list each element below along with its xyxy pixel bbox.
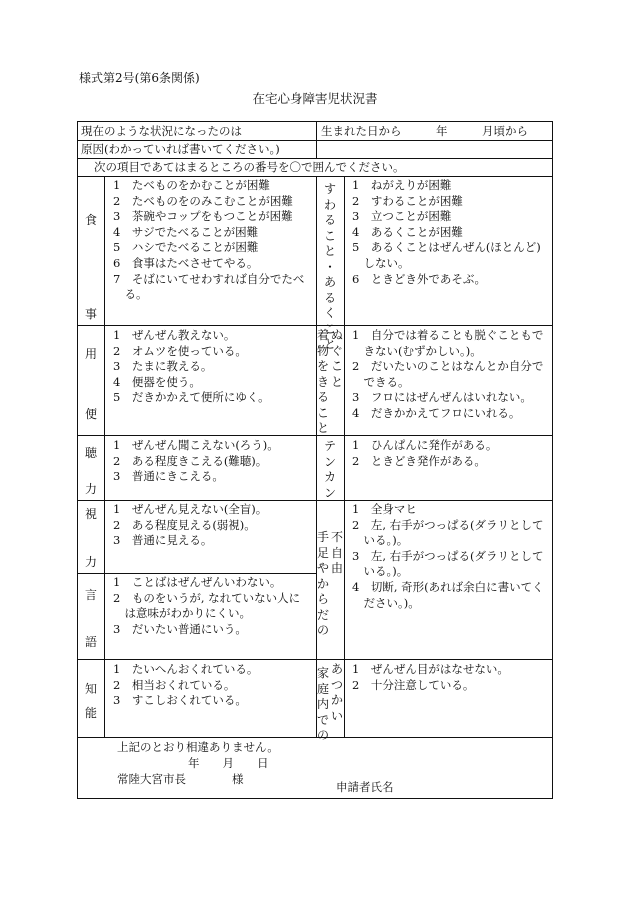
list-item: 6 食事はたべさせてやる。 [113,255,259,270]
list-item: る。 [113,287,148,302]
eating-label-1: 食 [85,213,98,227]
label-char: 物 [317,343,330,358]
label-char: テ [324,439,337,453]
label-char: と [324,337,337,351]
sitting-walking-label [324,182,336,353]
limbs-label-col1 [331,530,343,577]
list-item: 2 だいたいのことはなんとか自分で [352,359,544,374]
list-item: 4 切断, 奇形(あれば余白に書いてく [352,579,544,594]
tenkan-items [352,438,497,469]
list-item: 1 たいへんおくれている。 [113,662,259,676]
label-char: く [324,306,337,320]
list-item: 4 だきかかえてフロにいれる。 [352,405,521,420]
toilet-label-1: 用 [85,347,98,361]
label-char: き [317,374,330,389]
label-char: 自 [331,545,344,560]
intellect-label-2: 能 [85,706,98,720]
list-item: 5 ハシでたべることが困難 [113,240,259,255]
label-char: と [331,374,344,389]
list-item: 1 ぜんぜん目がはなせない。 [352,662,509,676]
list-item: 6 ときどき外であそぶ。 [352,271,487,286]
handling-label-col2 [317,666,329,744]
label-char: と [324,244,337,258]
list-item: 7 そばにいてせわすれば自分でたべ [113,271,305,286]
toilet-label-2: 便 [85,407,98,421]
list-item: 1 ぜんぜん教えない。 [113,328,236,342]
label-char: 庭 [317,681,330,696]
hearing-items [113,438,279,485]
label-char: で [317,712,330,727]
eating-items [113,178,304,303]
label-char: 由 [331,561,344,575]
list-item: 2 左, 右手がつっぱる(ダラリとして [352,517,544,532]
speech-label-1: 言 [85,588,98,602]
label-char: の [317,623,330,637]
dressing-items [352,328,543,422]
list-item: 5 あるくことはぜんぜん(ほとんど) [352,240,541,255]
hearing-label-2: 力 [85,482,98,496]
speech-items [113,575,300,637]
document-title: 在宅心身障害児状況書 [252,91,378,106]
list-item: しない。 [352,255,410,270]
date-field: 年 月 日 [188,756,269,770]
label-char: 着 [317,328,330,342]
cause-label: 原因(わかっていれば書いてください。) [81,142,280,156]
tenkan-label [324,439,336,501]
list-item: 1 ぜんぜん見えない(全盲)。 [113,502,268,516]
label-char: 家 [317,666,330,680]
sitting-walking-items [352,178,541,287]
label-char: あ [324,275,337,289]
list-item: 3 左, 右手がつっぱる(ダラリとして [352,548,544,563]
list-item: ださい。)。 [352,595,420,610]
list-item: 3 茶碗やコップをもつことが困難 [113,209,293,224]
situation-label: 現在のような状況になったのは [81,124,242,138]
label-char: こ [324,321,337,336]
list-item: 4 サジでたべることが困難 [113,224,259,239]
addressee-text: 常陸大宮市長 様 [117,772,244,786]
handling-items [352,662,509,693]
label-char: す [324,182,337,196]
label-char: だ [317,607,330,622]
list-item: 3 すこしおくれている。 [113,693,247,708]
form-number: 様式第2号(第6条関係) [79,71,200,85]
list-item: 1 ねがえりが困難 [352,178,452,192]
dressing-label-col2 [317,328,329,437]
list-item: 1 自分では着ることも脱ぐこともで [352,328,544,342]
list-item: 5 だきかかえて便所にゆく。 [113,390,270,405]
label-char: と [317,421,330,435]
list-item: 3 だいたい普通にいう。 [113,621,247,636]
list-item: 3 普通にきこえる。 [113,469,224,484]
label-char: る [324,290,337,305]
applicant-name-label: 申請者氏名 [336,780,394,794]
label-char: 内 [317,697,330,711]
intellect-label-1: 知 [85,682,98,696]
list-item: 1 たべものをかむことが困難 [113,178,270,192]
list-item: 2 すわることが困難 [352,193,463,208]
list-item: 1 ひんぱんに発作がある。 [352,438,498,452]
list-item: 2 ある程度見える(弱視)。 [113,517,256,532]
vision-label-2: 力 [85,555,98,569]
limbs-items [352,502,544,611]
list-item: 2 ある程度きこえる(難聴)。 [113,453,268,468]
label-char: ぐ [331,343,344,358]
instruction-text: 次の項目であてはまるところの番号を〇で囲んでください。 [94,160,405,174]
list-item: 1 ことばはぜんぜんいわない。 [113,575,282,589]
label-char: あ [331,662,344,676]
list-item: 2 十分注意している。 [352,677,475,692]
list-item: 2 ものをいうが, なれていない人に [113,590,301,605]
eating-label-2: 事 [85,307,98,321]
label-char: ン [324,485,337,500]
handling-label-col1 [331,662,343,724]
list-item: 4 あるくことが困難 [352,224,463,239]
hearing-label-1: 聴 [85,446,98,460]
list-item: 3 立つことが困難 [352,209,452,224]
label-char: 不 [331,530,344,544]
label-char: る [317,390,330,404]
intellect-items [113,662,258,709]
list-item: 4 便器を使う。 [113,374,201,389]
label-char: こ [317,405,330,420]
list-item: 3 フロにはぜんぜんはいれない。 [352,390,532,405]
list-item: できる。 [352,374,410,389]
list-item: 2 ときどき発作がある。 [352,453,486,468]
label-char: つ [331,677,344,692]
list-item: きない(むずかしい。)。 [352,343,482,358]
label-char: 手 [317,530,330,544]
label-char: の [317,728,330,742]
list-item: 2 たべものをのみこむことが困難 [113,193,293,208]
label-char: ・ [324,259,337,274]
label-char: い [331,708,344,723]
label-char: か [331,693,344,707]
label-char: ぬ [331,328,344,342]
toilet-items [113,328,270,406]
list-item: 1 全身マヒ [352,502,417,516]
birth-label: 生まれた日から 年 月頃から [321,124,528,138]
label-char: ン [324,454,337,469]
dressing-label-col1 [331,328,343,390]
vision-label-1: 視 [85,507,98,521]
list-item: いる。)。 [352,533,409,548]
speech-label-2: 語 [85,635,98,649]
list-item: 2 オムツを使っている。 [113,343,247,358]
list-item: 1 ぜんぜん聞こえない(ろう)。 [113,438,279,452]
label-char: こ [331,359,344,373]
list-item: 2 相当おくれている。 [113,677,236,692]
list-item: 3 たまに教える。 [113,359,213,374]
limbs-label-col2 [317,530,329,639]
label-char: か [317,576,330,591]
list-item: 3 普通に見える。 [113,533,213,548]
label-char: や [317,561,330,575]
label-char: ら [317,592,330,606]
label-char: わ [324,197,337,212]
label-char: こ [324,228,337,243]
list-item: いる。)。 [352,564,409,579]
label-char: 足 [317,545,330,560]
label-char: る [324,213,337,227]
list-item: は意味がわかりにくい。 [113,606,251,621]
label-char: カ [324,470,337,484]
declaration-text: 上記のとおり相違ありません。 [117,740,279,754]
label-char: を [317,359,330,373]
vision-items [113,502,267,549]
